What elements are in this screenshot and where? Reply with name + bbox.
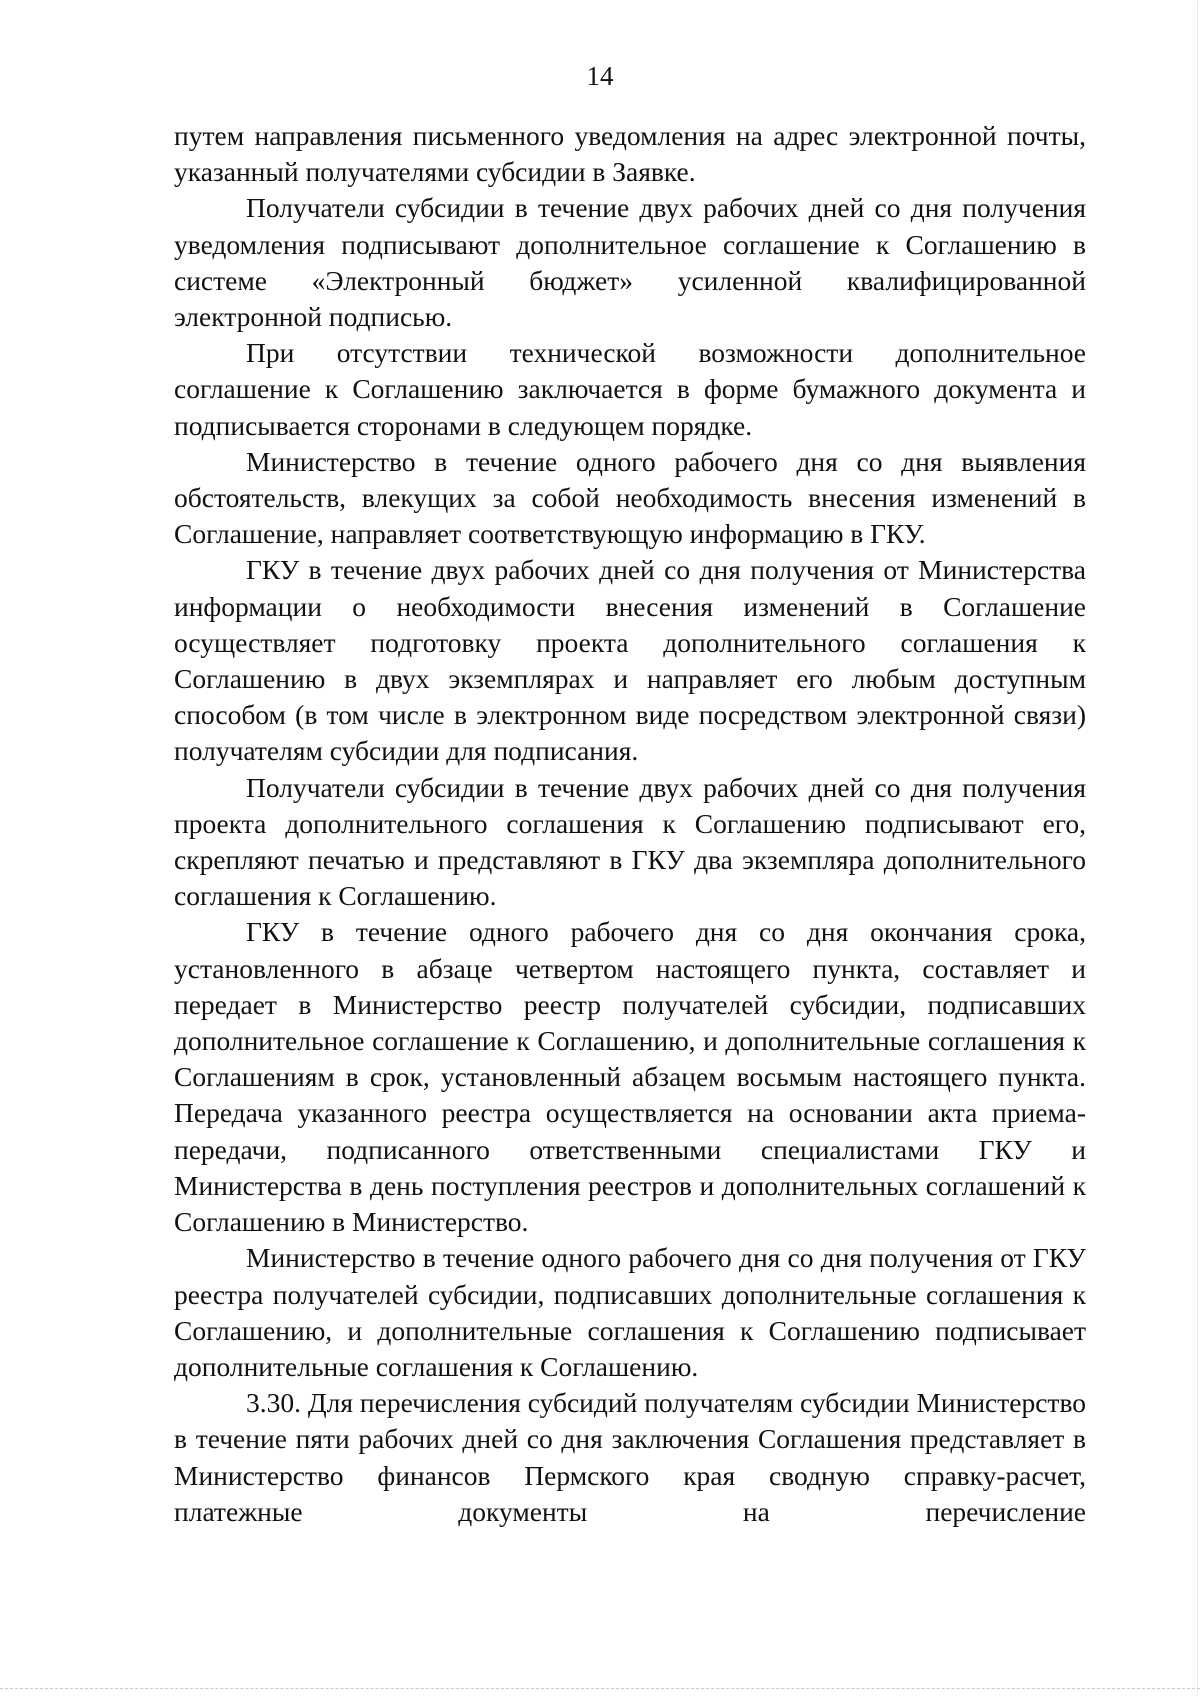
scan-edge-line: [1197, 0, 1198, 1696]
page-number: 14: [586, 61, 614, 91]
scan-bottom-line: [0, 1688, 1200, 1689]
paragraph-gku-preparation: ГКУ в течение двух рабочих дней со дня получения от Министерства информации о необходимости внесения изменений в Соглашение осуществляет подготовку проекта дополнительного соглашения к Соглашению в двух экземплярах и направляет его любым доступным способом (в том числе в электронном виде посредством электронной связи) получателям субсидии для подписания.: [174, 554, 1086, 767]
paragraph-clause-3-30: 3.30. Для перечисления субсидий получателям субсидии Министерство в течение пяти рабочих дней со дня заключения Соглашения представляет в Министерство финансов Пермского края сводную справку-расчет, платежные документы на перечисление: [174, 1387, 1086, 1527]
paragraph-gku-registry: ГКУ в течение одного рабочего дня со дня окончания срока, установленного в абзаце четвертом настоящего пункта, составляет и передает в Министерство реестр получателей субсидии, подписавших дополнительное соглашение к Соглашению, и дополнительные соглашения к Соглашениям в срок, установленный абзацем восьмым настоящего пункта. Передача указанного реестра осуществляется на основании акта приема-передачи, подписанного ответственными специалистами ГКУ и Министерства в день поступления реестров и дополнительных соглашений к Соглашению в Министерство.: [174, 916, 1086, 1238]
paragraph-continuation: путем направления письменного уведомления на адрес электронной почты, указанный получателями субсидии в Заявке.: [174, 120, 1086, 188]
paragraph-signing-electronic: Получатели субсидии в течение двух рабочих дней со дня получения уведомления подписывают дополнительное соглашение к Соглашению в системе «Электронный бюджет» усиленной квалифицированной электронной подписью.: [174, 192, 1086, 333]
paragraph-recipients-sign: Получатели субсидии в течение двух рабочих дней со дня получения проекта дополнительного соглашения к Соглашению подписывают его, скрепляют печатью и представляют в ГКУ два экземпляра дополнительного соглашения к Соглашению.: [174, 771, 1086, 912]
paragraph-paper-form: При отсутствии технической возможности дополнительное соглашение к Соглашению заключается в форме бумажного документа и подписывается сторонами в следующем порядке.: [174, 337, 1086, 441]
paragraph-ministry-sign: Министерство в течение одного рабочего дня со дня получения от ГКУ реестра получателей субсидии, подписавших дополнительные соглашения к Соглашению, и дополнительные соглашения к Соглашению подписывает дополнительные соглашения к Соглашению.: [174, 1242, 1086, 1382]
paragraph-ministry-notice: Министерство в течение одного рабочего дня со дня выявления обстоятельств, влекущих за собой необходимость внесения изменений в Соглашение, направляет соответствующую информацию в ГКУ.: [174, 445, 1086, 550]
document-body: [174, 118, 1086, 1530]
